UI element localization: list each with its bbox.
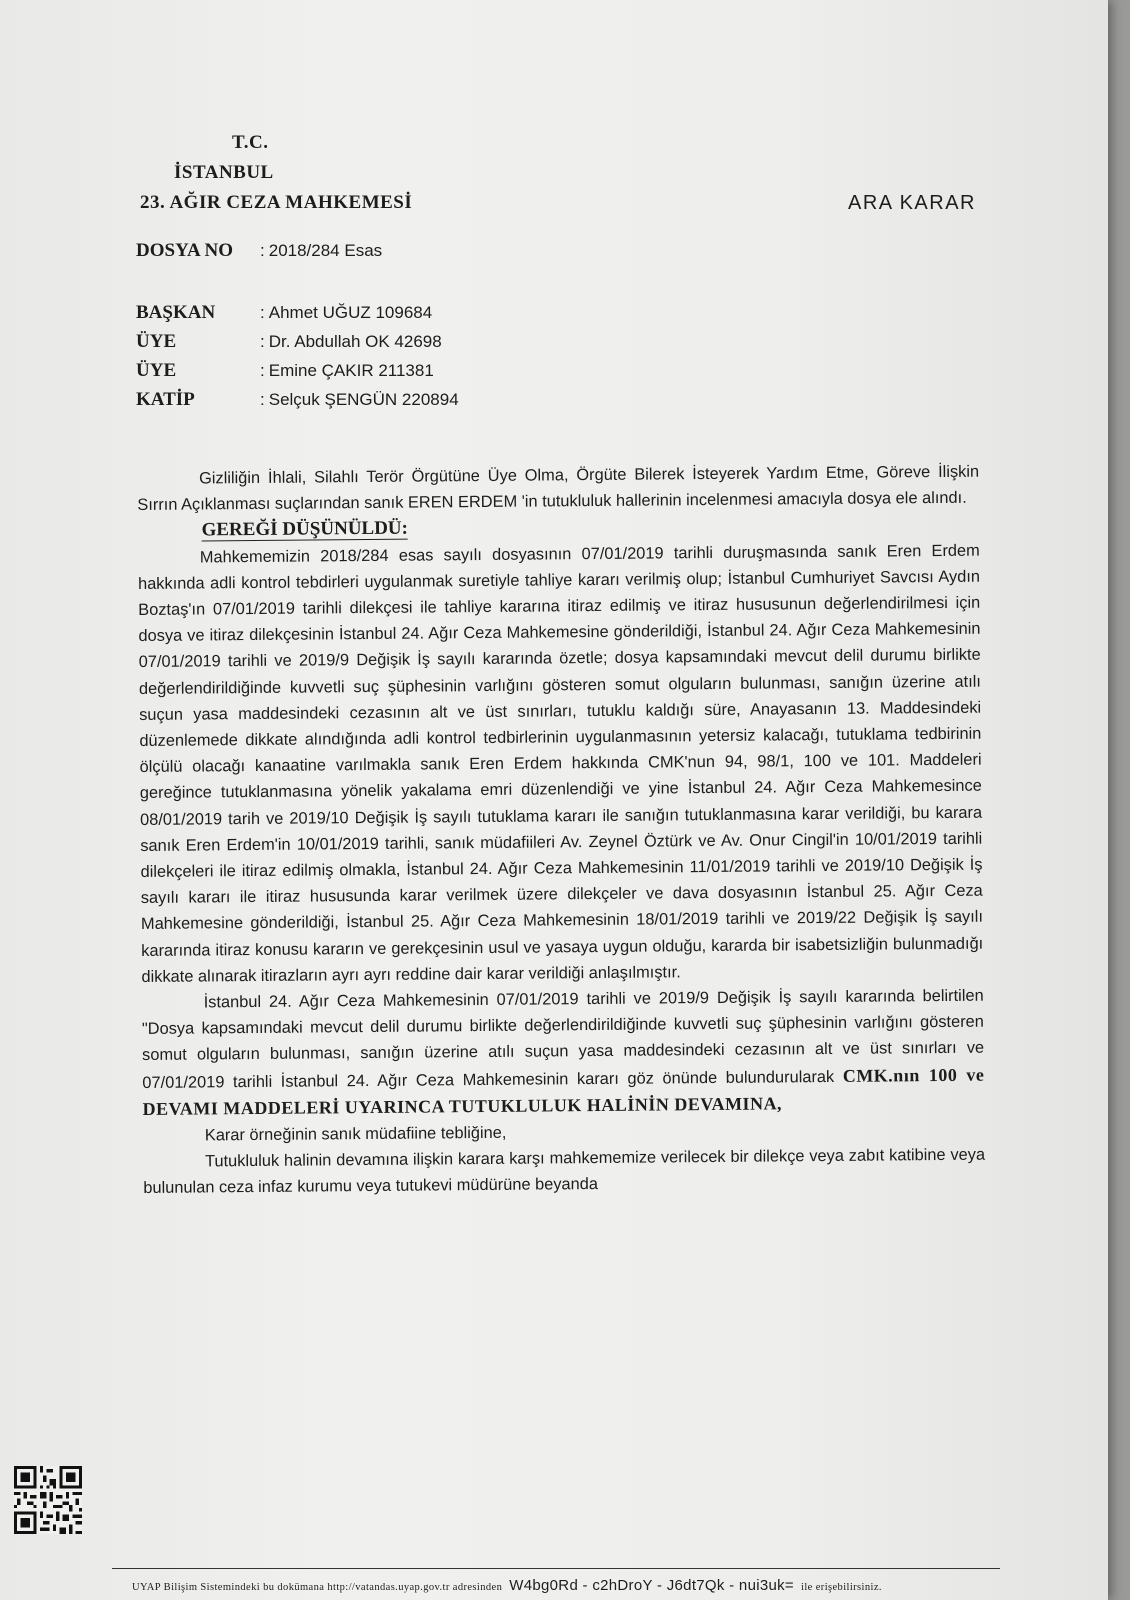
city-line: İSTANBUL <box>174 162 274 183</box>
president-row <box>136 302 432 324</box>
member-row-1 <box>136 331 442 353</box>
document-type: ARA KARAR <box>848 192 976 214</box>
member-label: ÜYE <box>136 360 177 381</box>
footer <box>132 1577 882 1594</box>
clerk-row <box>136 389 459 411</box>
paragraph-4: Tutukluluk halinin devamına ilişkin karara karşı mahkememize verilecek bir dilekçe veya zabıt katibine veya bulunulan ceza infaz kurumu veya tutukevi müdürüne beyanda <box>143 1145 986 1198</box>
decision-heading-text: GEREĞİ DÜŞÜNÜLDÜ: <box>201 518 409 541</box>
qr-code-icon <box>14 1466 82 1534</box>
paragraph-2-text: İstanbul 24. Ağır Ceza Mahkemesinin 07/01/2019 tarihli ve 2019/9 Değişik İş sayılı kararında belirtilen "Dosya kapsamındaki mevcut delil durumu birlikte değerlendirildiğinde kuvvetli suç şüphesinin varlığını gösteren somut olguların bulunması, sanığın üzerine atılı suçun yasa maddesindeki cezasının alt ve üst sınırları ve 07/01/2019 tarihli İstanbul 24. Ağır Ceza Mahkemesinin kararı göz önünde bulundurularak <box>141 986 985 1092</box>
case-number-row <box>136 240 382 262</box>
separator: : <box>260 332 265 351</box>
separator: : <box>260 241 265 260</box>
court-header <box>140 128 412 218</box>
separator: : <box>260 390 265 409</box>
footer-prefix: UYAP Bilişim Sistemindeki bu dokümana http://vatandas.uyap.gov.tr adresinden <box>132 1582 503 1593</box>
president-value: Ahmet UĞUZ 109684 <box>268 303 433 322</box>
country-line: T.C. <box>232 132 269 153</box>
footer-suffix: ile erişebilirsiniz. <box>801 1582 882 1593</box>
separator: : <box>260 303 265 322</box>
court-name: 23. AĞIR CEZA MAHKEMESİ <box>140 192 413 213</box>
member-label: ÜYE <box>136 331 177 352</box>
decision-body <box>137 459 985 1202</box>
member-value: Emine ÇAKIR 211381 <box>268 361 434 380</box>
clerk-label: KATİP <box>136 389 195 410</box>
paragraph-2 <box>142 983 985 1123</box>
member-row-2 <box>136 360 434 382</box>
president-label: BAŞKAN <box>136 302 216 323</box>
separator: : <box>260 361 265 380</box>
ruling-bold-text: CMK.nın 100 ve DEVAMI MADDELERİ UYARINCA TUTUKLULUK HALİNİN DEVAMINA, <box>142 1064 985 1119</box>
footer-rule <box>112 1568 1000 1569</box>
member-value: Dr. Abdullah OK 42698 <box>268 332 442 351</box>
case-number-label: DOSYA NO <box>136 240 233 261</box>
case-number-value: 2018/284 Esas <box>268 241 383 260</box>
intro-paragraph: Gizliliğin İhlali, Silahlı Terör Örgütüne Üye Olma, Örgüte Bilerek İsteyerek Yardım Etme, Göreve İlişkin Sırrın Açıklanması suçlarından sanık EREN ERDEM 'in tutukluluk hallerinin incelenmesi amacıyla dosya ele alındı. <box>137 462 980 515</box>
paragraph-1: Mahkememizin 2018/284 esas sayılı dosyasının 07/01/2019 tarihli duruşmasında sanık Eren Erdem hakkında adli kontrol tebdirleri uygulanmak suretiyle tahliye kararı verilmiş olup; İstanbul Cumhuriyet Savcısı Aydın Boztaş'ın 07/01/2019 tarihli dilekçesi ile tahliye kararına itiraz edilmiş ve itiraz hususunun değerlendirilmesi için dosya ve itiraz dilekçesinin İstanbul 24. Ağır Ceza Mahkemesine gönderildiği, İstanbul 24. Ağır Ceza Mahkemesinin 07/01/2019 tarihli ve 2019/9 Değişik İş sayılı kararında özetle; dosya kapsamındaki mevcut delil durumu birlikte değerlendirildiğinde kuvvetli suç şüphesinin varlığını gösteren somut olguların bulunması, sanığın üzerine atılı suçun yasa maddesindeki cezasının alt ve üst sınırları, tutuklu kaldığı süre, Anayasanın 13. Maddesindeki düzenlemede dikkate alındığında adli kontrol tedbirlerinin uygulanmasının yetersiz kalacağı, tutuklama tedbirinin ölçülü olacağı kanaatine varılmakla sanık Eren Erdem hakkında CMK'nun 94, 98/1, 100 ve 101. Maddeleri gereğince tutuklanmasına yönelik yakalama emri düzenlendiği ve yine İstanbul 24. Ağır Ceza Mahkemesince 08/01/2019 tarih ve 2019/10 Değişik İş sayılı tutuklama kararı ile sanığın tutuklanmasına karar verildiği, bu karara sanık Eren Erdem'in 10/01/2019 tarihli, sanık müdafiileri Av. Zeynel Öztürk ve Av. Onur Cingil'in 10/01/2019 tarihli dilekçeleri ile itiraz edilmiş olmakla, İstanbul 24. Ağır Ceza Mahkemesinin 11/01/2019 tarihli ve 2019/10 Değişik İş sayılı kararı ile itiraz hususunda karar verilmek üzere dilekçeler ve dava dosyasının İstanbul 25. Ağır Ceza Mahkemesine gönderildiği, İstanbul 25. Ağır Ceza Mahkemesinin 18/01/2019 tarihli ve 2019/22 Değişik İş sayılı kararında itiraz konusu kararın ve gerekçesinin usul ve yasaya uygun olduğu, kararda bir isabetsizliğin bulunmadığı dikkate alınarak itirazların ayrı ayrı reddine dair karar verildiği anlaşılmıştır. <box>137 541 984 986</box>
verification-code: W4bg0Rd - c2hDroY - J6dt7Qk - nui3uk= <box>509 1577 794 1594</box>
clerk-value: Selçuk ŞENGÜN 220894 <box>268 390 459 409</box>
paragraph-3: Karar örneğinin sanık müdafiine tebliğine, <box>204 1123 507 1145</box>
